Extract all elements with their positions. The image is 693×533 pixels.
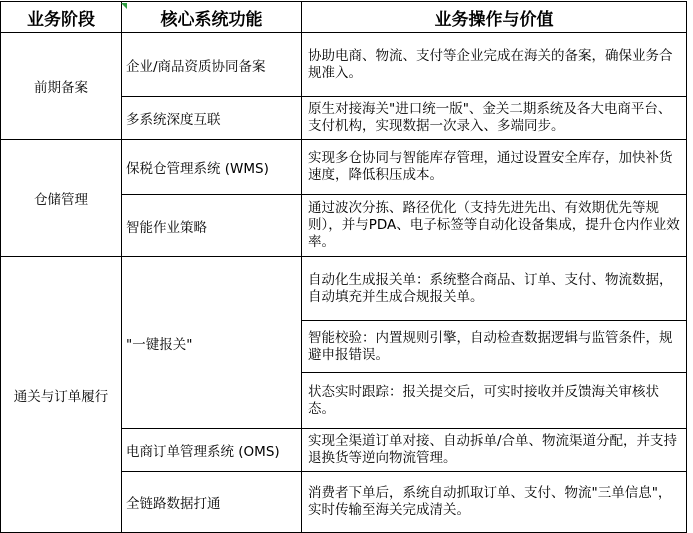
function-cell[interactable]: 多系统深度互联 (122, 97, 302, 140)
function-cell[interactable]: 保税仓管理系统 (WMS) (122, 140, 302, 195)
cell-comment-marker (121, 3, 127, 9)
function-cell[interactable]: "一键报关" (122, 257, 302, 429)
header-value[interactable]: 业务操作与价值 (302, 2, 687, 33)
value-cell[interactable]: 原生对接海关"进口统一版"、金关二期系统及各大电商平台、支付机构，实现数据一次录入、多端同步。 (302, 97, 687, 140)
function-cell[interactable]: 企业/商品资质协同备案 (122, 33, 302, 97)
value-cell[interactable]: 通过波次分拣、路径优化（支持先进先出、有效期优先等规则），并与PDA、电子标签等自动化设备集成，提升仓内作业效率。 (302, 195, 687, 257)
value-cell[interactable]: 智能校验：内置规则引擎，自动检查数据逻辑与监管条件，规避申报错误。 (302, 321, 687, 373)
function-cell[interactable]: 电商订单管理系统 (OMS) (122, 429, 302, 472)
value-cell[interactable]: 实现多仓协同与智能库存管理，通过设置安全库存，加快补货速度，降低积压成本。 (302, 140, 687, 195)
business-process-table (0, 1, 687, 533)
value-cell[interactable]: 状态实时跟踪：报关提交后，可实时接收并反馈海关审核状态。 (302, 373, 687, 429)
value-cell[interactable]: 实现全渠道订单对接、自动拆单/合单、物流渠道分配，并支持退换货等逆向物流管理。 (302, 429, 687, 472)
function-cell[interactable]: 智能作业策略 (122, 195, 302, 257)
stage-cell[interactable]: 通关与订单履行 (1, 257, 122, 533)
table-row (1, 257, 687, 321)
header-stage[interactable]: 业务阶段 (1, 2, 122, 33)
header-row (1, 2, 687, 33)
value-cell[interactable]: 自动化生成报关单：系统整合商品、订单、支付、物流数据，自动填充并生成合规报关单。 (302, 257, 687, 321)
stage-cell[interactable]: 仓储管理 (1, 140, 122, 257)
header-function[interactable]: 核心系统功能 (122, 2, 302, 33)
value-cell[interactable]: 消费者下单后，系统自动抓取订单、支付、物流"三单信息"，实时传输至海关完成清关。 (302, 472, 687, 533)
stage-cell[interactable]: 前期备案 (1, 33, 122, 140)
table-row (1, 140, 687, 195)
value-cell[interactable]: 协助电商、物流、支付等企业完成在海关的备案，确保业务合规准入。 (302, 33, 687, 97)
function-cell[interactable]: 全链路数据打通 (122, 472, 302, 533)
table-row (1, 33, 687, 97)
